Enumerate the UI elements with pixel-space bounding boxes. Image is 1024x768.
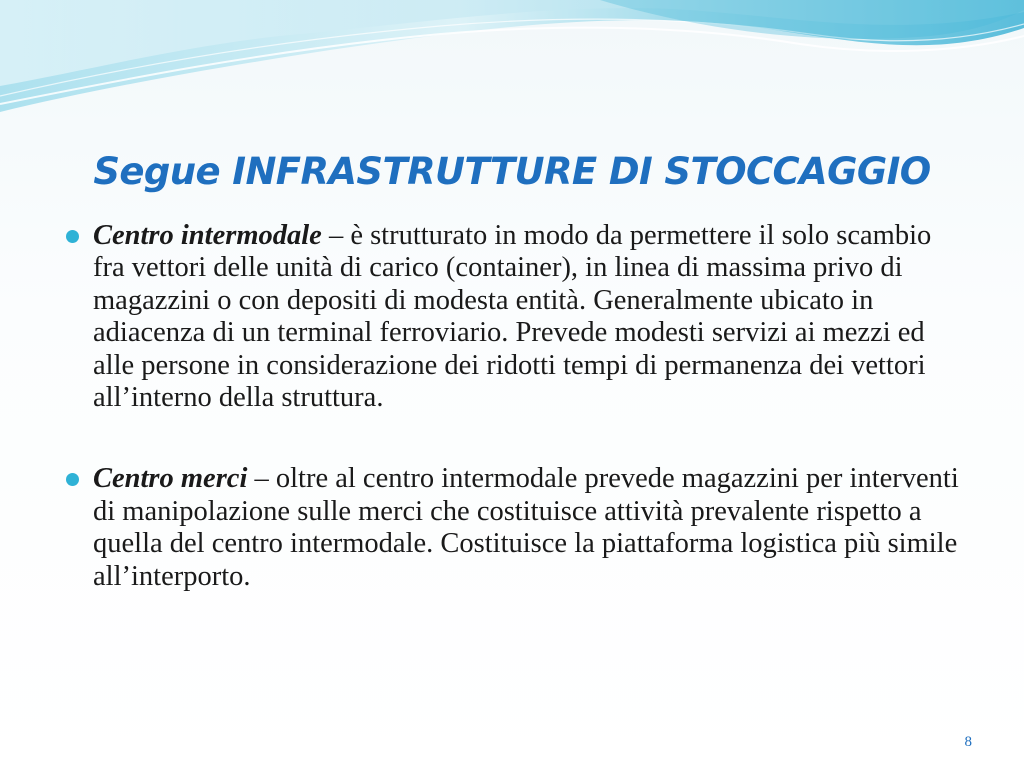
bullet-item-centro-merci <box>66 463 966 593</box>
bullet-text: – oltre al centro intermodale prevede magazzini per interventi di manipolazione sulle merci che costituisce attività prevalente rispetto a quella del centro intermodale. Costituisce la piattaforma logistica più simile all’interporto. <box>93 463 959 592</box>
page-number: 8 <box>964 734 972 750</box>
bullet-term: Centro merci <box>93 463 248 495</box>
slide-title: Segue INFRASTRUTTURE DI STOCCAGGIO <box>93 150 931 193</box>
bullet-list <box>66 220 966 593</box>
bullet-text: – è strutturato in modo da permettere il solo scambio fra vettori delle unità di carico (container), in linea di massima privo di magazzini o con depositi di modesta entità. Generalmente ubicato in adiacenza di un terminal ferroviario. Prevede modesti servizi ai mezzi ed alle persone in considerazione dei ridotti tempi di permanenza dei vettori all’interno della struttura. <box>93 220 932 414</box>
bullet-term: Centro intermodale <box>93 220 322 251</box>
bullet-dot-icon <box>66 230 79 243</box>
bullet-dot-icon <box>66 473 79 486</box>
bullet-item-centro-intermodale <box>66 220 966 414</box>
decorative-wave-header <box>0 0 1024 130</box>
